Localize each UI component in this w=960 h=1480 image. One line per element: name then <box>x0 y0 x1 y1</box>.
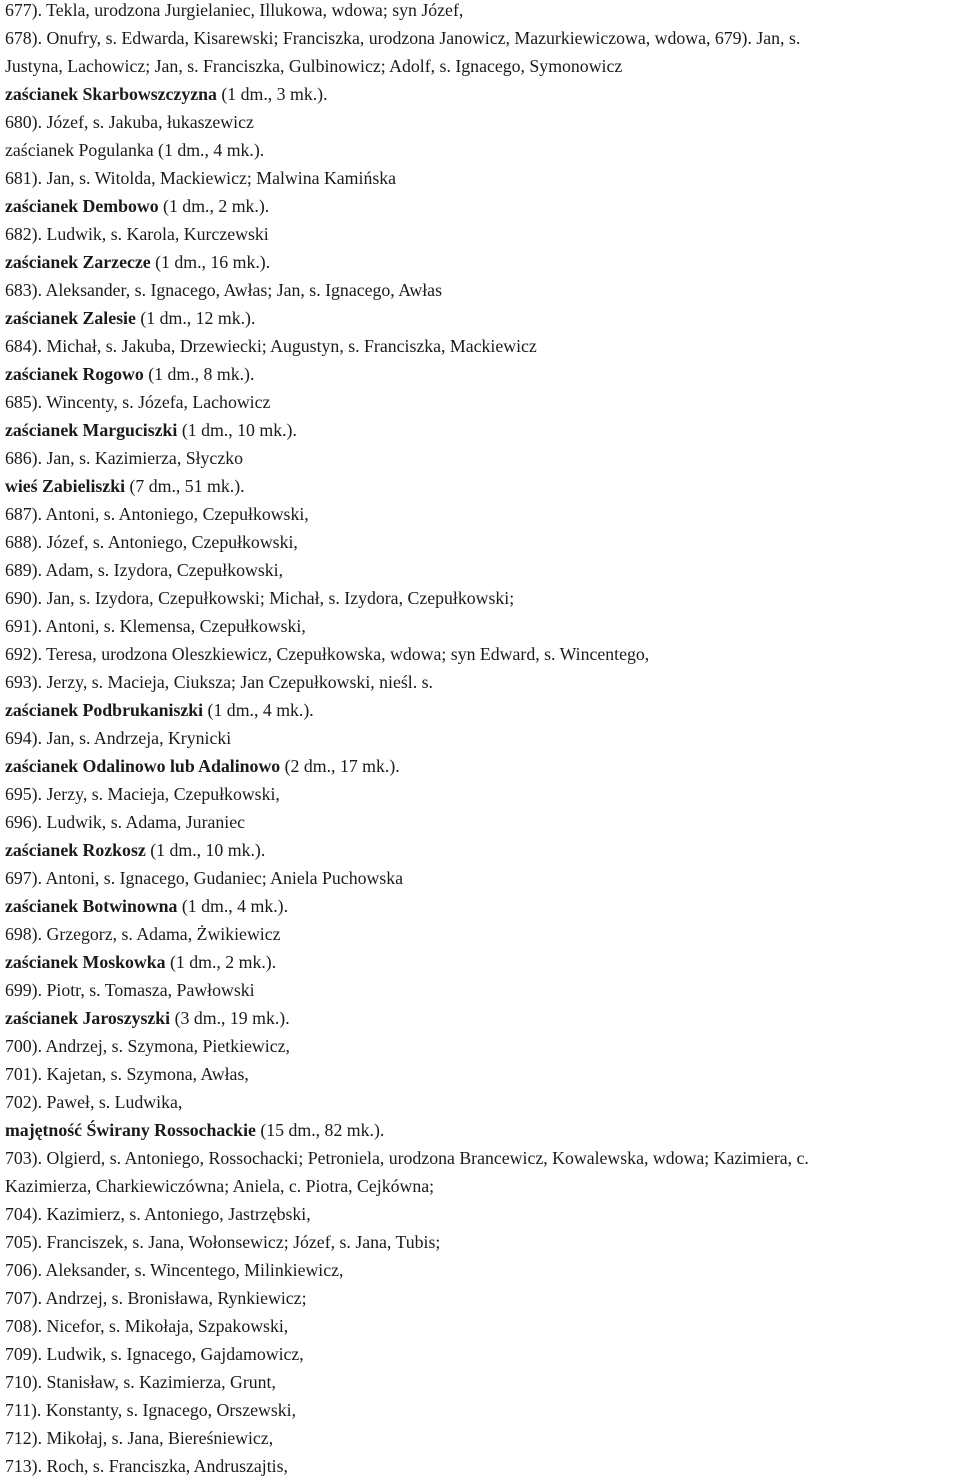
entry-line: 709). Ludwik, s. Ignacego, Gajdamowicz, <box>5 1344 304 1364</box>
entry-line: 682). Ludwik, s. Karola, Kurczewski <box>5 224 269 244</box>
settlement-heading <box>5 416 955 444</box>
settlement-heading <box>5 892 955 920</box>
entry-line: 685). Wincenty, s. Józefa, Lachowicz <box>5 392 271 412</box>
entry-line: 708). Nicefor, s. Mikołaja, Szpakowski, <box>5 1316 289 1336</box>
settlement-heading <box>5 1116 955 1144</box>
entry-line: 689). Adam, s. Izydora, Czepułkowski, <box>5 560 284 580</box>
settlement-name: wieś Zabieliszki <box>5 476 126 496</box>
settlement-name: zaścianek Jaroszyszki <box>5 1008 171 1028</box>
settlement-name: zaścianek Dembowo <box>5 196 159 216</box>
entry-line: 693). Jerzy, s. Macieja, Ciuksza; Jan Czepułkowski, nieśl. s. <box>5 672 433 692</box>
settlement-name: zaścianek Zalesie <box>5 308 136 328</box>
settlement-name: majętność Świrany Rossochackie <box>5 1120 256 1140</box>
settlement-heading <box>5 1004 955 1032</box>
entry-line: 691). Antoni, s. Klemensa, Czepułkowski, <box>5 616 306 636</box>
settlement-heading <box>5 472 955 500</box>
settlement-stats: (1 dm., 3 mk.). <box>216 84 328 104</box>
settlement-name: zaścianek Marguciszki <box>5 420 178 440</box>
entry-line: 696). Ludwik, s. Adama, Juraniec <box>5 812 245 832</box>
settlement-heading <box>5 752 955 780</box>
entry-line: 698). Grzegorz, s. Adama, Żwikiewicz <box>5 924 281 944</box>
entry-line: 680). Józef, s. Jakuba, łukaszewicz <box>5 112 254 132</box>
entry-line: 700). Andrzej, s. Szymona, Pietkiewicz, <box>5 1036 290 1056</box>
settlement-stats: (1 dm., 16 mk.). <box>150 252 271 272</box>
entry-line: 702). Paweł, s. Ludwika, <box>5 1092 183 1112</box>
settlement-stats: (15 dm., 82 mk.). <box>255 1120 385 1140</box>
settlement-name: zaścianek Rogowo <box>5 364 144 384</box>
settlement-name: zaścianek Skarbowszczyzna <box>5 84 217 104</box>
entry-line: 704). Kazimierz, s. Antoniego, Jastrzębski, <box>5 1204 311 1224</box>
entry-line: 678). Onufry, s. Edwarda, Kisarewski; Franciszka, urodzona Janowicz, Mazurkiewiczowa, wdowa, 679). Jan, s. <box>5 28 801 48</box>
entry-line: 710). Stanisław, s. Kazimierza, Grunt, <box>5 1372 276 1392</box>
settlement-name: zaścianek Odalinowo lub Adalinowo <box>5 756 281 776</box>
settlement-heading <box>5 696 955 724</box>
settlement-stats: (2 dm., 17 mk.). <box>280 756 400 776</box>
entry-line: 706). Aleksander, s. Wincentego, Milinkiewicz, <box>5 1260 344 1280</box>
entry-line: 713). Roch, s. Franciszka, Andruszajtis, <box>5 1456 288 1476</box>
settlement-name: zaścianek Botwinowna <box>5 896 178 916</box>
settlement-name: zaścianek Moskowka <box>5 952 166 972</box>
entry-line: 688). Józef, s. Antoniego, Czepułkowski, <box>5 532 298 552</box>
entry-line: 681). Jan, s. Witolda, Mackiewicz; Malwina Kamińska <box>5 168 397 188</box>
entry-line: 690). Jan, s. Izydora, Czepułkowski; Michał, s. Izydora, Czepułkowski; <box>5 588 515 608</box>
settlement-name: zaścianek Zarzecze <box>5 252 151 272</box>
entry-line: 699). Piotr, s. Tomasza, Pawłowski <box>5 980 255 1000</box>
settlement-heading <box>5 948 955 976</box>
settlement-stats: (7 dm., 51 mk.). <box>125 476 245 496</box>
entry-line: Kazimierza, Charkiewiczówna; Aniela, c. Piotra, Cejkówna; <box>5 1176 435 1196</box>
settlement-stats: (1 dm., 12 mk.). <box>135 308 256 328</box>
entry-line: 705). Franciszek, s. Jana, Wołonsewicz; Józef, s. Jana, Tubis; <box>5 1232 441 1252</box>
entry-line: 683). Aleksander, s. Ignacego, Awłas; Jan, s. Ignacego, Awłas <box>5 280 442 300</box>
settlement-stats: (1 dm., 10 mk.). <box>177 420 297 440</box>
settlement-stats: (1 dm., 4 mk.). <box>203 700 314 720</box>
entry-line: 697). Antoni, s. Ignacego, Gudaniec; Aniela Puchowska <box>5 868 404 888</box>
entry-line: 692). Teresa, urodzona Oleszkiewicz, Czepułkowska, wdowa; syn Edward, s. Wincentego, <box>5 644 650 664</box>
entry-line: 684). Michał, s. Jakuba, Drzewiecki; Augustyn, s. Franciszka, Mackiewicz <box>5 336 537 356</box>
settlement-heading <box>5 360 955 388</box>
settlement-stats: (3 dm., 19 mk.). <box>170 1008 290 1028</box>
settlement-heading <box>5 836 955 864</box>
settlement-name: zaścianek Podbrukaniszki <box>5 700 204 720</box>
settlement-stats: (1 dm., 8 mk.). <box>143 364 255 384</box>
entry-line: 712). Mikołaj, s. Jana, Biereśniewicz, <box>5 1428 274 1448</box>
entry-line: 694). Jan, s. Andrzeja, Krynicki <box>5 728 232 748</box>
settlement-heading <box>5 248 955 276</box>
entry-line: 687). Antoni, s. Antoniego, Czepułkowski, <box>5 504 309 524</box>
entry-line: 701). Kajetan, s. Szymona, Awłas, <box>5 1064 249 1084</box>
entry-line: 686). Jan, s. Kazimierza, Słyczko <box>5 448 243 468</box>
entry-line: Justyna, Lachowicz; Jan, s. Franciszka, Gulbinowicz; Adolf, s. Ignacego, Symonowicz <box>5 56 623 76</box>
settlement-heading <box>5 192 955 220</box>
entry-line: 707). Andrzej, s. Bronisława, Rynkiewicz; <box>5 1288 307 1308</box>
settlement-stats: (1 dm., 2 mk.). <box>165 952 277 972</box>
entry-line: 703). Olgierd, s. Antoniego, Rossochacki; Petroniela, urodzona Brancewicz, Kowalewska, wdowa; Kazimiera, c. <box>5 1148 809 1168</box>
settlement-heading <box>5 80 955 108</box>
entry-line: zaścianek Pogulanka (1 dm., 4 mk.). <box>5 140 265 160</box>
settlement-stats: (1 dm., 2 mk.). <box>158 196 270 216</box>
settlement-heading <box>5 304 955 332</box>
entry-line: 695). Jerzy, s. Macieja, Czepułkowski, <box>5 784 280 804</box>
settlement-name: zaścianek Rozkosz <box>5 840 146 860</box>
settlement-stats: (1 dm., 4 mk.). <box>177 896 289 916</box>
entry-line: 677). Tekla, urodzona Jurgielaniec, Illukowa, wdowa; syn Józef, <box>5 0 464 20</box>
entry-line: 711). Konstanty, s. Ignacego, Orszewski, <box>5 1400 297 1420</box>
settlement-stats: (1 dm., 10 mk.). <box>145 840 266 860</box>
